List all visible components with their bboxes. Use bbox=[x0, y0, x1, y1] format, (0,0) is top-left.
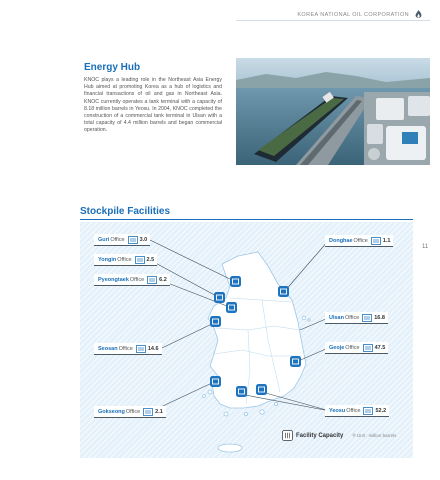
facility-name: Pyeongtaek bbox=[98, 276, 129, 283]
tank-icon bbox=[371, 237, 381, 245]
legend-unit: ® Unit : million barrels bbox=[352, 433, 397, 438]
tank-icon bbox=[363, 344, 373, 352]
facility-capacity: 16.8 bbox=[374, 314, 385, 321]
facility-name: Yeosu bbox=[329, 407, 346, 414]
facility-capacity: 3.0 bbox=[139, 236, 148, 243]
facility-capacity: 14.6 bbox=[147, 345, 159, 352]
facility-label-guri bbox=[94, 234, 150, 246]
facility-capacity: 2.5 bbox=[146, 256, 155, 263]
office-word: Office bbox=[346, 407, 361, 414]
stockpile-facilities-title: Stockpile Facilities bbox=[80, 206, 171, 217]
energy-hub-body: KNOC plays a leading role in the Northeast Asia Energy Hub aimed at promoting Korea as a hub of logistics and financial transactions of oil and gas in Northeast Asia. KNOC currently operates a tank terminal with a capacity of 8.18 million barrels in Yeosu. In 2004, KNOC completed the construction of a commercial tank terminal in Ulsan with a total capacity of 4.4 million barrels and began commercial operation. bbox=[84, 77, 222, 134]
tank-icon bbox=[143, 408, 153, 416]
tank-icon bbox=[128, 236, 138, 244]
facility-capacity: 1.1 bbox=[382, 237, 391, 244]
facility-name: Geoje bbox=[329, 344, 345, 351]
side-page-number: 11 bbox=[422, 244, 429, 250]
organization-name: KOREA NATIONAL OIL CORPORATION bbox=[297, 11, 409, 18]
facility-label-donghae bbox=[325, 235, 393, 247]
facility-name: Yongin bbox=[98, 256, 117, 263]
facility-label-geoje bbox=[325, 342, 388, 354]
facility-capacity-legend bbox=[282, 430, 396, 441]
facility-label-pyeongtaek bbox=[94, 274, 170, 286]
facility-name: Guri bbox=[98, 236, 110, 243]
office-word: Office bbox=[117, 256, 132, 263]
facility-label-yeosu bbox=[325, 405, 389, 417]
office-word: Office bbox=[118, 345, 133, 352]
facility-capacity: 2.1 bbox=[155, 408, 163, 415]
facility-capacity: 52.2 bbox=[375, 407, 387, 414]
legend-caption: Facility Capacity bbox=[296, 432, 344, 439]
facility-label-seosan bbox=[94, 343, 162, 355]
facility-label-ulsan bbox=[325, 312, 388, 324]
tank-icon bbox=[136, 345, 146, 353]
tank-icon bbox=[135, 256, 145, 264]
office-word: Office bbox=[110, 236, 125, 243]
office-word: Office bbox=[353, 237, 368, 244]
tank-icon bbox=[362, 314, 372, 322]
facility-name: Gokseong bbox=[98, 408, 125, 415]
facility-capacity: 47.5 bbox=[374, 344, 386, 351]
facility-name: Seosan bbox=[98, 345, 118, 352]
facility-label-yongin bbox=[94, 254, 157, 266]
facility-capacity: 6.2 bbox=[159, 276, 167, 283]
office-word: Office bbox=[345, 344, 360, 351]
office-word: Office bbox=[344, 314, 360, 321]
tank-icon bbox=[363, 407, 373, 415]
facility-label-gokseong bbox=[94, 406, 166, 418]
office-word: Office bbox=[125, 408, 141, 415]
tank-icon bbox=[147, 276, 157, 284]
facility-name: Ulsan bbox=[329, 314, 344, 321]
energy-hub-title: Energy Hub bbox=[84, 62, 141, 73]
office-word: Office bbox=[129, 276, 145, 283]
tank-legend-icon bbox=[282, 430, 293, 441]
facility-name: Donghae bbox=[329, 237, 353, 244]
